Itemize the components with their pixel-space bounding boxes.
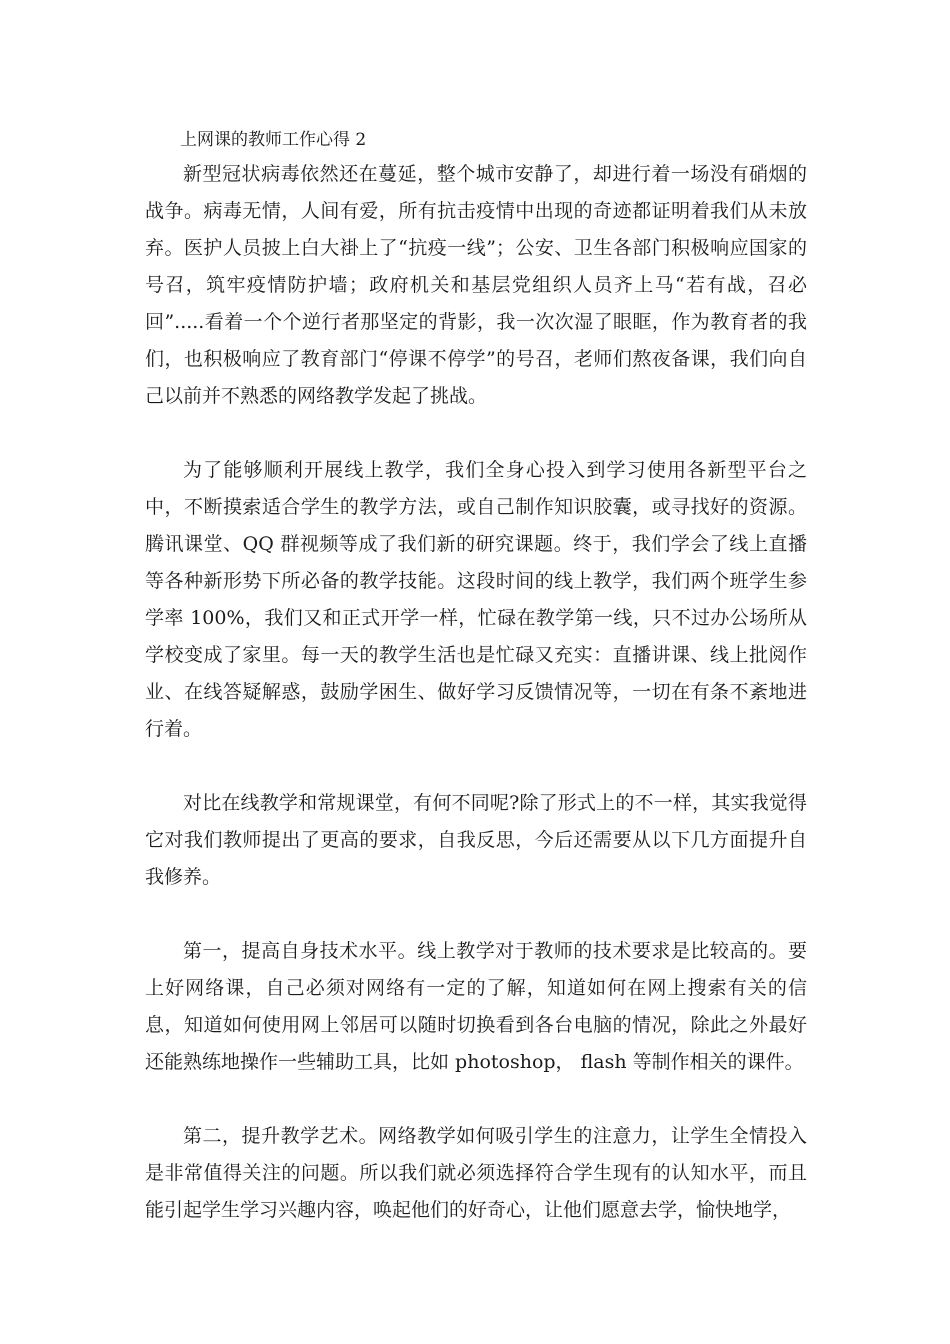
paragraph-spacer bbox=[145, 896, 807, 933]
document-body bbox=[145, 124, 807, 1229]
paragraph-3: 对比在线教学和常规课堂，有何不同呢?除了形式上的不一样，其实我觉得它对我们教师提出了更高的要求，自我反思，今后还需要从以下几方面提升自我修养。 bbox=[145, 792, 807, 888]
paragraph-1: 新型冠状病毒依然还在蔓延，整个城市安静了，却进行着一场没有硝烟的战争。病毒无情，人间有爱，所有抗击疫情中出现的奇迹都证明着我们从未放弃。医护人员披上白大褂上了“抗疫一线”；公安、卫生各部门积极响应国家的号召，筑牢疫情防护墙；政府机关和基层党组织人员齐上马“若有战，召必回”.....看着一个个逆行者那坚定的背影，我一次次湿了眼眶，作为教育者的我们，也积极响应了教育部门“停课不停学”的号召，老师们熬夜备课，我们向自己以前并不熟悉的网络教学发起了挑战。 bbox=[145, 163, 807, 407]
paragraph-spacer bbox=[145, 1081, 807, 1118]
paragraph-spacer bbox=[145, 748, 807, 785]
document-title: 上网课的教师工作心得 2 bbox=[180, 130, 367, 150]
paragraph-5: 第二，提升教学艺术。网络教学如何吸引学生的注意力，让学生全情投入是非常值得关注的问题。所以我们就必须选择符合学生现有的认知水平，而且能引起学生学习兴趣内容，唤起他们的好奇心，让他们愿意去学，愉快地学， bbox=[145, 1125, 807, 1221]
paragraph-spacer bbox=[145, 415, 807, 452]
paragraph-4: 第一，提高自身技术水平。线上教学对于教师的技术要求是比较高的。要上好网络课，自己必须对网络有一定的了解，知道如何在网上搜索有关的信息，知道如何使用网上邻居可以随时切换看到各台电脑的情况，除此之外最好还能熟练地操作一些辅助工具，比如 photoshop， flash 等制作相关的课件。 bbox=[145, 940, 807, 1073]
paragraph-2: 为了能够顺利开展线上教学，我们全身心投入到学习使用各新型平台之中，不断摸索适合学生的教学方法，或自己制作知识胶囊，或寻找好的资源。腾讯课堂、QQ 群视频等成了我们新的研究课题。终于，我们学会了线上直播等各种新形势下所必备的教学技能。这段时间的线上教学，我们两个班学生参学率 100%，我们又和正式开学一样，忙碌在教学第一线，只不过办公场所从学校变成了家里。每一天的教学生活也是忙碌又充实：直播讲课、线上批阅作业、在线答疑解惑，鼓励学困生、做好学习反馈情况等，一切在有条不紊地进行着。 bbox=[145, 459, 807, 740]
